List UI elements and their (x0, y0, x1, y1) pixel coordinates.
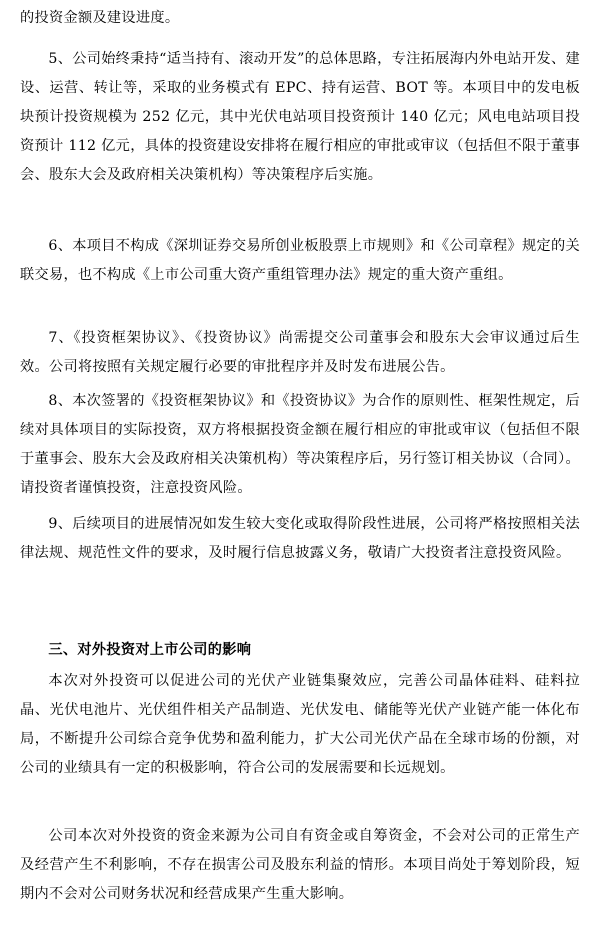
paragraph-9: 9、后续项目的进展情况如发生较大变化或取得阶段性进展，公司将严格按照相关法律法规、规范性文件的要求，及时履行信息披露义务，敬请广大投资者注意投资风险。 (20, 516, 580, 561)
section-paragraph-1: 本次对外投资可以促进公司的光伏产业链集聚效应，完善公司晶体硅料、硅料拉晶、光伏电池片、光伏组件相关产品制造、光伏发电、储能等光伏产业链产能一体化布局，不断提升公司综合竞争优势和盈利能力，扩大公司光伏产品在全球市场的份额，对公司的业绩具有一定的积极影响，符合公司的发展需要和长远规划。 (20, 673, 580, 776)
section-heading: 三、对外投资对上市公司的影响 (48, 642, 252, 658)
paragraph-6: 6、本项目不构成《深圳证券交易所创业板股票上市规则》和《公司章程》规定的关联交易，也不构成《上市公司重大资产重组管理办法》规定的重大资产重组。 (20, 238, 580, 283)
paragraph-8: 8、本次签署的《投资框架协议》和《投资协议》为合作的原则性、框架性规定，后续对具体项目的实际投资，双方将根据投资金额在履行相应的审批或审议（包括但不限于董事会、股东大会及政府相关决策机构）等决策程序后，另行签订相关协议（合同）。请投资者谨慎投资，注意投资风险。 (20, 393, 580, 496)
section-paragraph-2: 公司本次对外投资的资金来源为公司自有资金或自筹资金，不会对公司的正常生产及经营产生不利影响，不存在损害公司及股东利益的情形。本项目尚处于筹划阶段，短期内不会对公司财务状况和经营成果产生重大影响。 (20, 828, 580, 902)
paragraph-7: 7、《投资框架协议》、《投资协议》尚需提交公司董事会和股东大会审议通过后生效。公司将按照有关规定履行必要的审批程序并及时发布进展公告。 (20, 330, 580, 375)
continuation-text: 的投资金额及建设进度。 (20, 10, 180, 26)
paragraph-5: 5、公司始终秉持“适当持有、滚动开发”的总体思路，专注拓展海内外电站开发、建设、运营、转让等，采取的业务模式有 EPC、持有运营、BOT 等。本项目中的发电板块预计投资规模为 252 亿元，其中光伏电站项目投资预计 140 亿元；风电电站项目投资预计 112 亿元，具体的投资建设安排将在履行相应的审批或审议（包括但不限于董事会、股东大会及政府相关决策机构）等决策程序后实施。 (20, 51, 580, 183)
